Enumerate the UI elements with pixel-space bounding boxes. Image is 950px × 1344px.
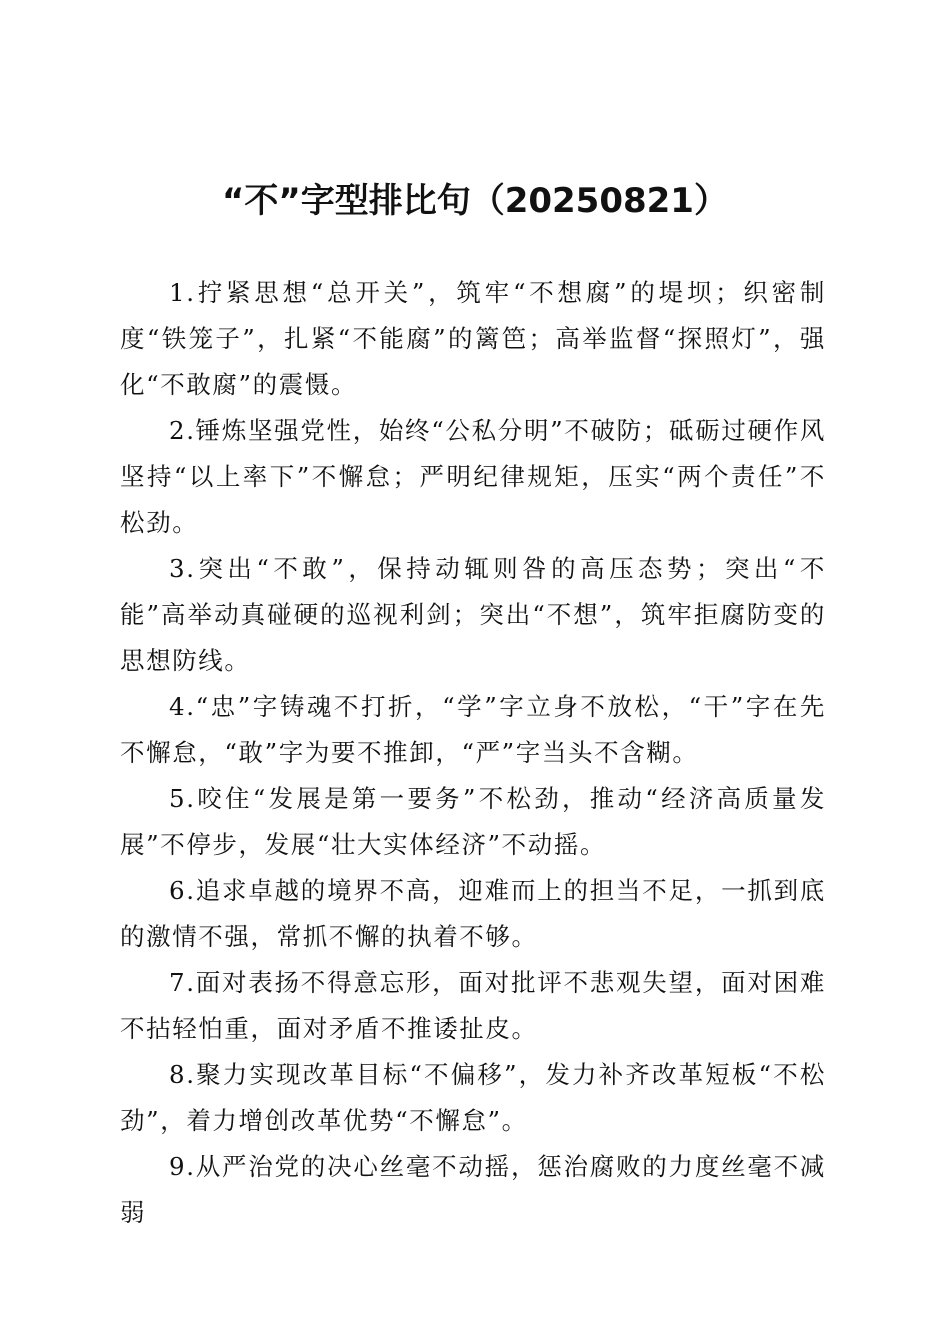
document-title: “不”字型排比句（20250821） (222, 181, 728, 221)
paragraph-3: 3.突出“不敢”，保持动辄则咎的高压态势；突出“不能”高举动真碰硬的巡视利剑；突出“不想”，筑牢拒腐防变的思想防线。 (120, 554, 826, 675)
paragraph-1: 1.拧紧思想“总开关”，筑牢“不想腐”的堤坝；织密制度“铁笼子”，扎紧“不能腐”的篱笆；高举监督“探照灯”，强化“不敢腐”的震慑。 (120, 278, 826, 399)
paragraph-6: 6.追求卓越的境界不高，迎难而上的担当不足，一抓到底的激情不强，常抓不懈的执着不够。 (120, 876, 826, 951)
paragraph-9: 9.从严治党的决心丝毫不动摇，惩治腐败的力度丝毫不减弱 (120, 1152, 826, 1227)
paragraph-7: 7.面对表扬不得意忘形，面对批评不悲观失望，面对困难不拈轻怕重，面对矛盾不推诿扯皮。 (120, 968, 826, 1043)
document-body (120, 270, 826, 1236)
paragraph-5: 5.咬住“发展是第一要务”不松劲，推动“经济高质量发展”不停步，发展“壮大实体经济”不动摇。 (120, 784, 826, 859)
paragraph-2: 2.锤炼坚强党性，始终“公私分明”不破防；砥砺过硬作风坚持“以上率下”不懈怠；严明纪律规矩，压实“两个责任”不松劲。 (120, 416, 826, 537)
paragraph-8: 8.聚力实现改革目标“不偏移”，发力补齐改革短板“不松劲”，着力增创改革优势“不懈怠”。 (120, 1060, 826, 1135)
paragraph-4: 4.“忠”字铸魂不打折，“学”字立身不放松，“干”字在先不懈怠，“敢”字为要不推卸，“严”字当头不含糊。 (120, 692, 826, 767)
